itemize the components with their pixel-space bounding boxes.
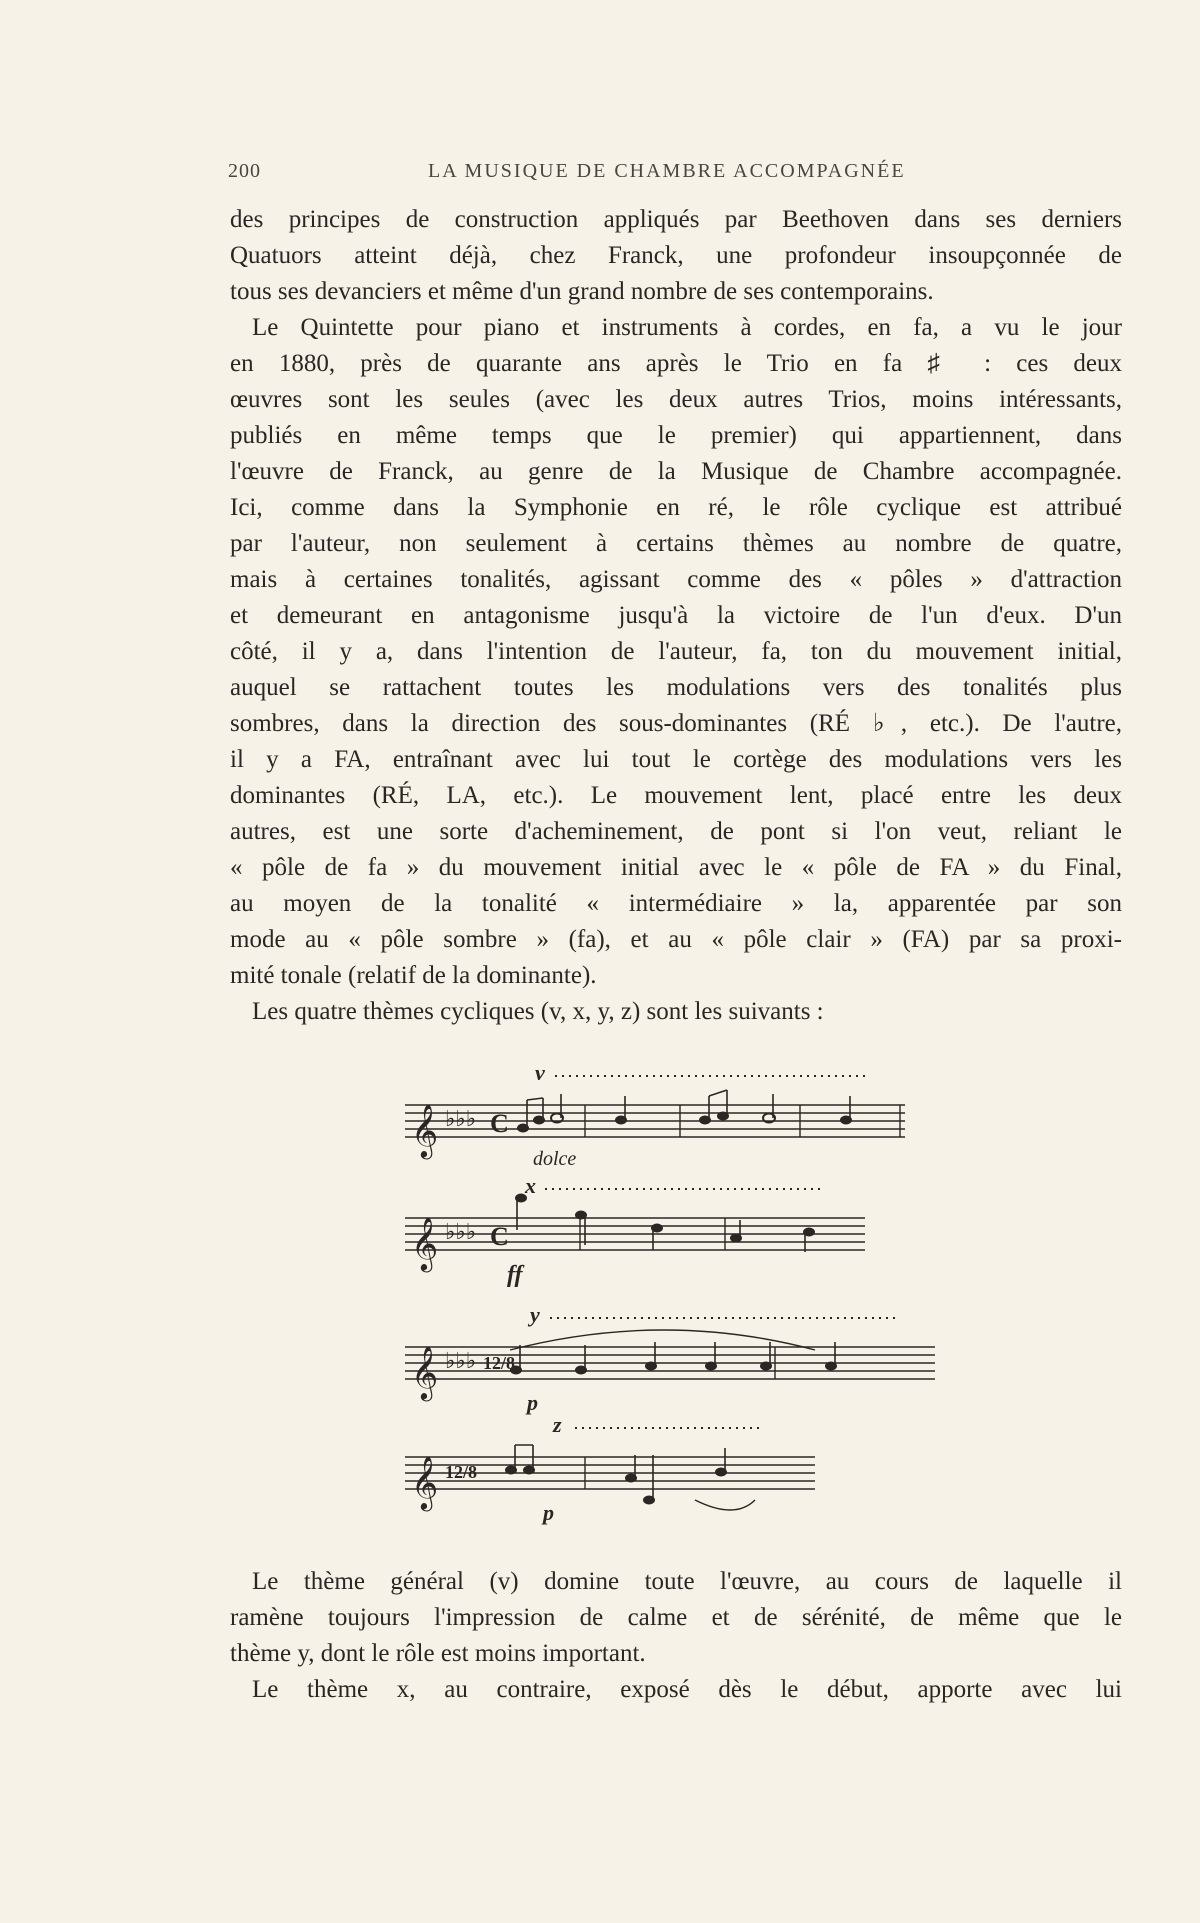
- text-line: Quatuors atteint déjà, chez Franck, une profondeur insoupçonnée de: [230, 242, 1122, 269]
- text-line: par l'auteur, non seulement à certains thèmes au nombre de quatre,: [230, 530, 1122, 557]
- text-line: dominantes (RÉ, LA, etc.). Le mouvement lent, placé entre les deux: [230, 782, 1122, 809]
- svg-text:𝄞: 𝄞: [411, 1218, 439, 1269]
- text-line: au moyen de la tonalité « intermédiaire » la, apparentée par son: [230, 890, 1122, 917]
- staff-v: [405, 1105, 905, 1137]
- theme-label: z: [553, 1412, 562, 1437]
- text-line: des principes de construction appliqués par Beethoven dans ses derniers: [230, 206, 1122, 233]
- svg-text:𝄞: 𝄞: [411, 1347, 439, 1398]
- text-line: l'œuvre de Franck, au genre de la Musique de Chambre accompagnée.: [230, 458, 1122, 485]
- time-signature: 12/8: [445, 1462, 478, 1482]
- text-line: mité tonale (relatif de la dominante).: [230, 962, 597, 989]
- svg-text:♭♭♭: ♭♭♭: [445, 1348, 477, 1373]
- text-line: ramène toujours l'impression de calme et de sérénité, de même que le: [230, 1604, 1122, 1631]
- time-signature: C: [490, 1109, 509, 1138]
- page-number: 200: [228, 160, 261, 182]
- text-line: publiés en même temps que le premier) qui appartiennent, dans: [230, 422, 1122, 449]
- dynamic-marking: p: [543, 1500, 554, 1525]
- time-signature: C: [490, 1222, 509, 1251]
- time-signature: 12/8: [483, 1353, 516, 1373]
- text-line: autres, est une sorte d'acheminement, de pont si l'on veut, reliant le: [230, 818, 1122, 845]
- svg-text:𝄞: 𝄞: [411, 1105, 439, 1156]
- dynamic-marking: dolce: [533, 1148, 577, 1170]
- theme-label: y: [530, 1302, 540, 1327]
- dynamic-marking: p: [527, 1390, 538, 1415]
- dynamic-marking: ff: [507, 1262, 523, 1288]
- text-line: thème y, dont le rôle est moins important.: [230, 1640, 646, 1667]
- text-line: côté, il y a, dans l'intention de l'auteur, fa, ton du mouvement initial,: [230, 638, 1122, 665]
- text-line: tous ses devanciers et même d'un grand nombre de ses contemporains.: [230, 278, 934, 305]
- text-line: Ici, comme dans la Symphonie en ré, le rôle cyclique est attribué: [230, 494, 1122, 521]
- svg-text:𝄞: 𝄞: [411, 1457, 439, 1508]
- text-line: « pôle de fa » du mouvement initial avec le « pôle de FA » du Final,: [230, 854, 1122, 881]
- text-line: mais à certaines tonalités, agissant comme des « pôles » d'attraction: [230, 566, 1122, 593]
- text-line: sombres, dans la direction des sous-dominantes (RÉ ♭, etc.). De l'autre,: [230, 710, 1122, 737]
- text-line: en 1880, près de quarante ans après le Trio en fa ♯ : ces deux: [230, 350, 1122, 377]
- text-line: auquel se rattachent toutes les modulations vers des tonalités plus: [230, 674, 1122, 701]
- svg-text:♭♭♭: ♭♭♭: [445, 1106, 477, 1131]
- text-line: Le thème x, au contraire, exposé dès le début, apporte avec lui: [252, 1676, 1122, 1703]
- running-title: LA MUSIQUE DE CHAMBRE ACCOMPAGNÉE: [428, 160, 906, 182]
- body-text-bottom: [230, 1564, 1122, 1708]
- text-line: Le thème général (v) domine toute l'œuvre, au cours de laquelle il: [252, 1568, 1122, 1595]
- text-line: mode au « pôle sombre » (fa), et au « pôle clair » (FA) par sa proxi-: [230, 926, 1122, 953]
- svg-text:♭♭♭: ♭♭♭: [445, 1219, 477, 1244]
- text-line: Le Quintette pour piano et instruments à cordes, en fa, a vu le jour: [252, 314, 1122, 341]
- text-line: Les quatre thèmes cycliques (v, x, y, z) sont les suivants :: [252, 998, 824, 1025]
- text-line: il y a FA, entraînant avec lui tout le cortège des modulations vers les: [230, 746, 1122, 773]
- theme-label: v: [535, 1060, 545, 1085]
- body-text-top: [230, 202, 1122, 1030]
- text-line: œuvres sont les seules (avec les deux autres Trios, moins intéressants,: [230, 386, 1122, 413]
- text-line: et demeurant en antagonisme jusqu'à la victoire de l'un d'eux. D'un: [230, 602, 1122, 629]
- theme-label: x: [525, 1173, 536, 1198]
- music-examples: [395, 1060, 955, 1530]
